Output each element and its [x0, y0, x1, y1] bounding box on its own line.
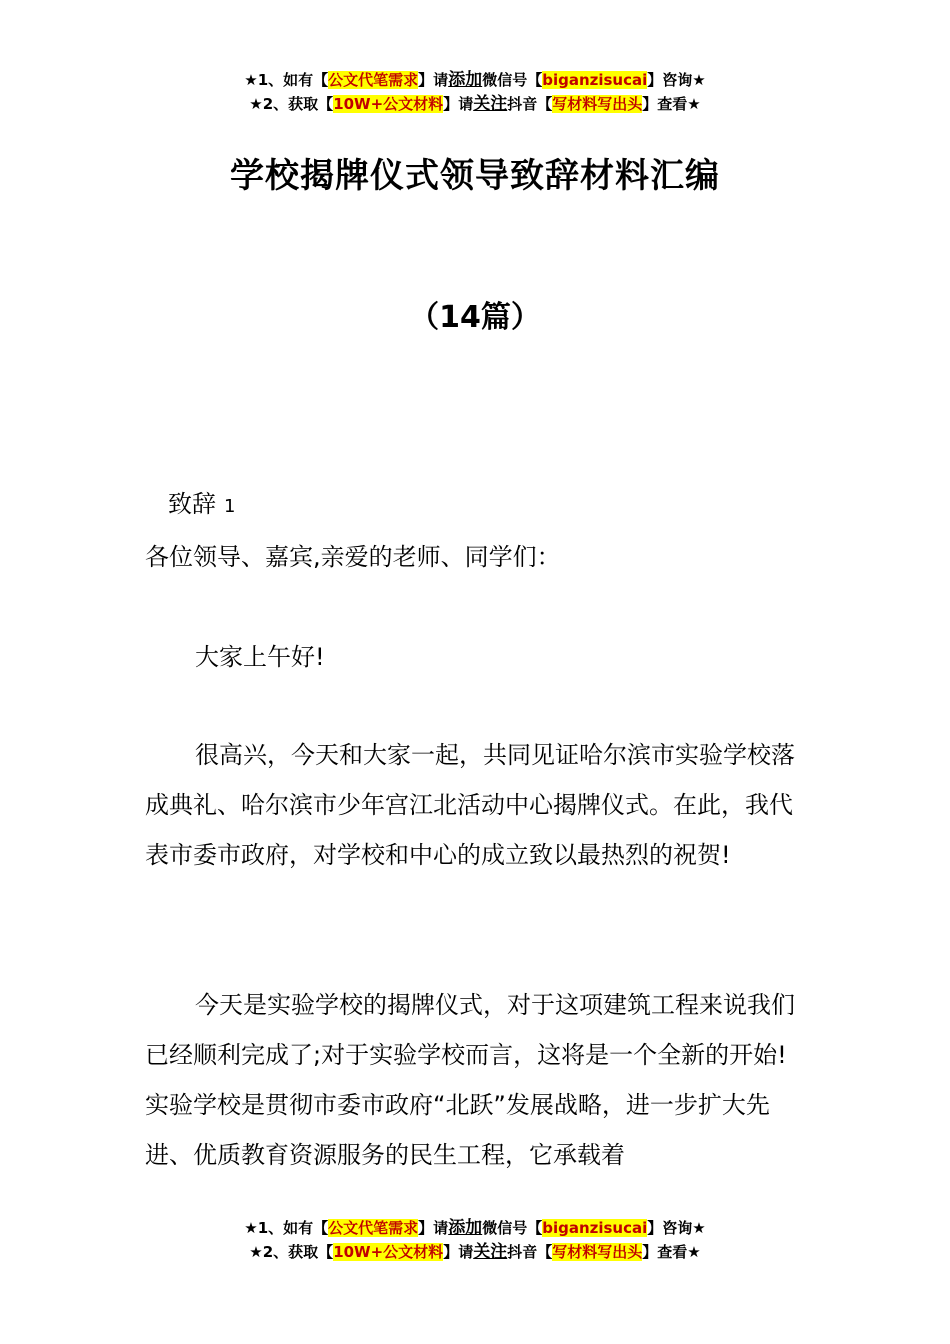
paragraph-1: 很高兴，今天和大家一起，共同见证哈尔滨市实验学校落成典礼、哈尔滨市少年宫江北活动中心揭牌仪式。在此，我代表市委市政府，对学校和中心的成立致以最热烈的祝贺!: [145, 741, 795, 869]
document-title: 学校揭牌仪式领导致辞材料汇编: [230, 156, 720, 196]
highlight-ghostwriting: 公文代笔需求: [328, 71, 419, 89]
highlight-ghostwriting: 公文代笔需求: [328, 1219, 419, 1237]
banner-underlined: 关注: [473, 94, 508, 114]
banner-text: 抖音【: [507, 1243, 553, 1261]
banner-text: 】请: [443, 95, 474, 113]
highlight-wechat-id: biganzisucai: [542, 71, 648, 89]
banner-text: 2、获取【: [262, 95, 334, 113]
banner-text: 】请: [443, 1243, 474, 1261]
banner-text: 】请: [418, 1219, 449, 1237]
banner-text: 】咨询★: [647, 1219, 706, 1237]
banner-text: 1、如有【: [257, 71, 329, 89]
banner-underlined: 关注: [473, 1242, 508, 1262]
banner-line-2: [0, 1240, 950, 1264]
banner-text: 微信号【: [482, 1219, 543, 1237]
highlight-wechat-id: biganzisucai: [542, 1219, 648, 1237]
star-icon: ★: [249, 1243, 263, 1261]
banner-text: 】请: [418, 71, 449, 89]
highlight-douyin-id: 写材料写出头: [552, 1243, 643, 1261]
header-banner: [0, 68, 950, 116]
footer-banner: [0, 1216, 950, 1264]
star-icon: ★: [244, 1219, 258, 1237]
section-label: 致辞: [168, 490, 216, 518]
section-number: 1: [224, 496, 236, 517]
section-heading: [168, 482, 235, 529]
banner-underlined: 添加: [448, 70, 483, 90]
banner-underlined: 添加: [448, 1218, 483, 1238]
highlight-materials: 10W+公文材料: [333, 95, 444, 113]
banner-line-1: [0, 1216, 950, 1240]
banner-line-2: [0, 92, 950, 116]
banner-text: 微信号【: [482, 71, 543, 89]
banner-text: 抖音【: [507, 95, 553, 113]
banner-line-1: [0, 68, 950, 92]
banner-text: 1、如有【: [257, 1219, 329, 1237]
document-subtitle: （14篇）: [409, 300, 541, 335]
banner-text: 】查看★: [642, 95, 701, 113]
banner-text: 】咨询★: [647, 71, 706, 89]
greeting: 大家上午好!: [195, 643, 325, 671]
banner-text: 2、获取【: [262, 1243, 334, 1261]
star-icon: ★: [249, 95, 263, 113]
salutation: 各位领导、嘉宾,亲爱的老师、同学们：: [145, 543, 561, 571]
highlight-douyin-id: 写材料写出头: [552, 95, 643, 113]
star-icon: ★: [244, 71, 258, 89]
highlight-materials: 10W+公文材料: [333, 1243, 444, 1261]
paragraph-2: 今天是实验学校的揭牌仪式，对于这项建筑工程来说我们已经顺利完成了;对于实验学校而言，这将是一个全新的开始!实验学校是贯彻市委市政府“北跃”发展战略，进一步扩大先进、优质教育资源服务的民生工程，它承载着: [145, 991, 795, 1169]
banner-text: 】查看★: [642, 1243, 701, 1261]
